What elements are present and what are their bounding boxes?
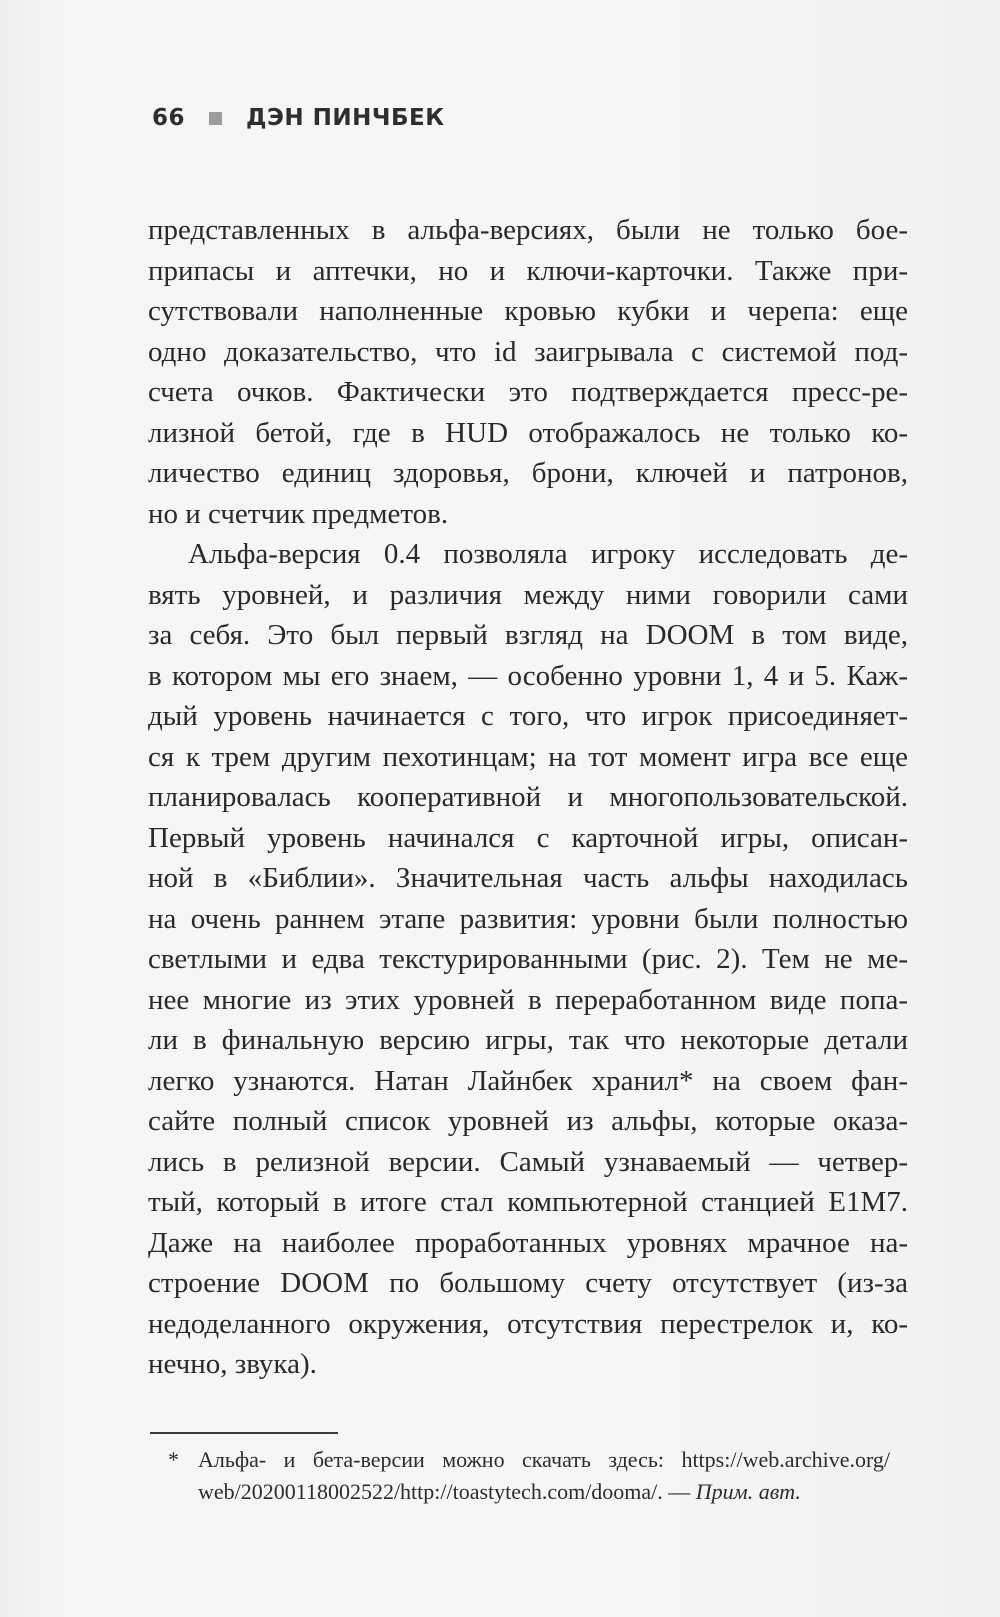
footnote-mark: *	[168, 1447, 179, 1472]
text-line: ли в финальную версию игры, так что некоторые детали	[148, 1024, 908, 1056]
running-head	[152, 98, 445, 138]
text-line: в котором мы его знаем, — особенно уровни 1, 4 и 5. Каж-	[148, 659, 908, 692]
paragraph-start-line: Альфа-версия 0.4 позволяла игроку исследовать де-	[188, 538, 908, 570]
running-head-author: ДЭН ПИНЧБЕК	[246, 105, 445, 131]
text-line: лись в релизной версии. Самый узнаваемый — четвер-	[148, 1145, 908, 1178]
text-line: сутствовали наполненные кровью кубки и черепа: еще	[148, 295, 908, 327]
footnote-line	[178, 1476, 890, 1508]
text-line: дый уровень начинается с того, что игрок присоединяет-	[148, 700, 908, 732]
text-line: ся к трем другим пехотинцам; на тот момент игра все еще	[148, 740, 908, 773]
footnote-author-note: Прим. авт.	[695, 1479, 801, 1504]
text-line: сайте полный список уровней из альфы, которые оказа-	[148, 1105, 908, 1137]
page-number: 66	[152, 105, 186, 131]
text-line: счета очков. Фактически это подтверждается пресс-ре-	[148, 376, 908, 408]
text-line: припасы и аптечки, но и ключи-карточки. Также при-	[148, 254, 908, 287]
footnote	[168, 1444, 890, 1508]
square-separator-icon	[209, 112, 222, 125]
footnote-divider	[150, 1432, 338, 1434]
footnote-line: Альфа- и бета-версии можно скачать здесь: https://web.archive.org/	[198, 1447, 890, 1472]
text-line: Даже на наиболее проработанных уровнях мрачное на-	[148, 1226, 908, 1259]
text-line: вять уровней, и различия между ними говорили сами	[148, 578, 908, 611]
text-line: строение DOOM по большому счету отсутствует (из-за	[148, 1267, 908, 1299]
text-line: нее многие из этих уровней в переработанном виде попа-	[148, 983, 908, 1016]
body-text	[148, 210, 908, 1385]
text-line: тый, который в итоге стал компьютерной станцией E1M7.	[148, 1186, 908, 1218]
text-line: легко узнаются. Натан Лайнбек хранил* на своем фан-	[148, 1064, 908, 1097]
text-line: на очень раннем этапе развития: уровни были полностью	[148, 902, 908, 935]
text-line: нечно, звука).	[148, 1348, 317, 1380]
text-line: Первый уровень начинался с карточной игры, описан-	[148, 821, 908, 854]
text-line: ной в «Библии». Значительная часть альфы находилась	[148, 862, 908, 894]
text-line: одно доказательство, что id заигрывала с системой под-	[148, 335, 908, 368]
text-line: лизной бетой, где в HUD отображалось не только ко-	[148, 416, 908, 449]
footnote-url-tail: web/20200118002522/http://toastytech.com/dooma/. —	[198, 1479, 691, 1504]
text-line: за себя. Это был первый взгляд на DOOM в том виде,	[148, 619, 908, 651]
text-line: светлыми и едва текстурированными (рис. 2). Тем не ме-	[148, 943, 908, 975]
text-line: личество единиц здоровья, брони, ключей и патронов,	[148, 457, 908, 489]
text-line: представленных в альфа-версиях, были не только бое-	[148, 214, 908, 246]
text-line: планировалась кооперативной и многопользовательской.	[148, 781, 908, 813]
text-line: недоделанного окружения, отсутствия перестрелок и, ко-	[148, 1307, 908, 1340]
text-line: но и счетчик предметов.	[148, 497, 449, 530]
